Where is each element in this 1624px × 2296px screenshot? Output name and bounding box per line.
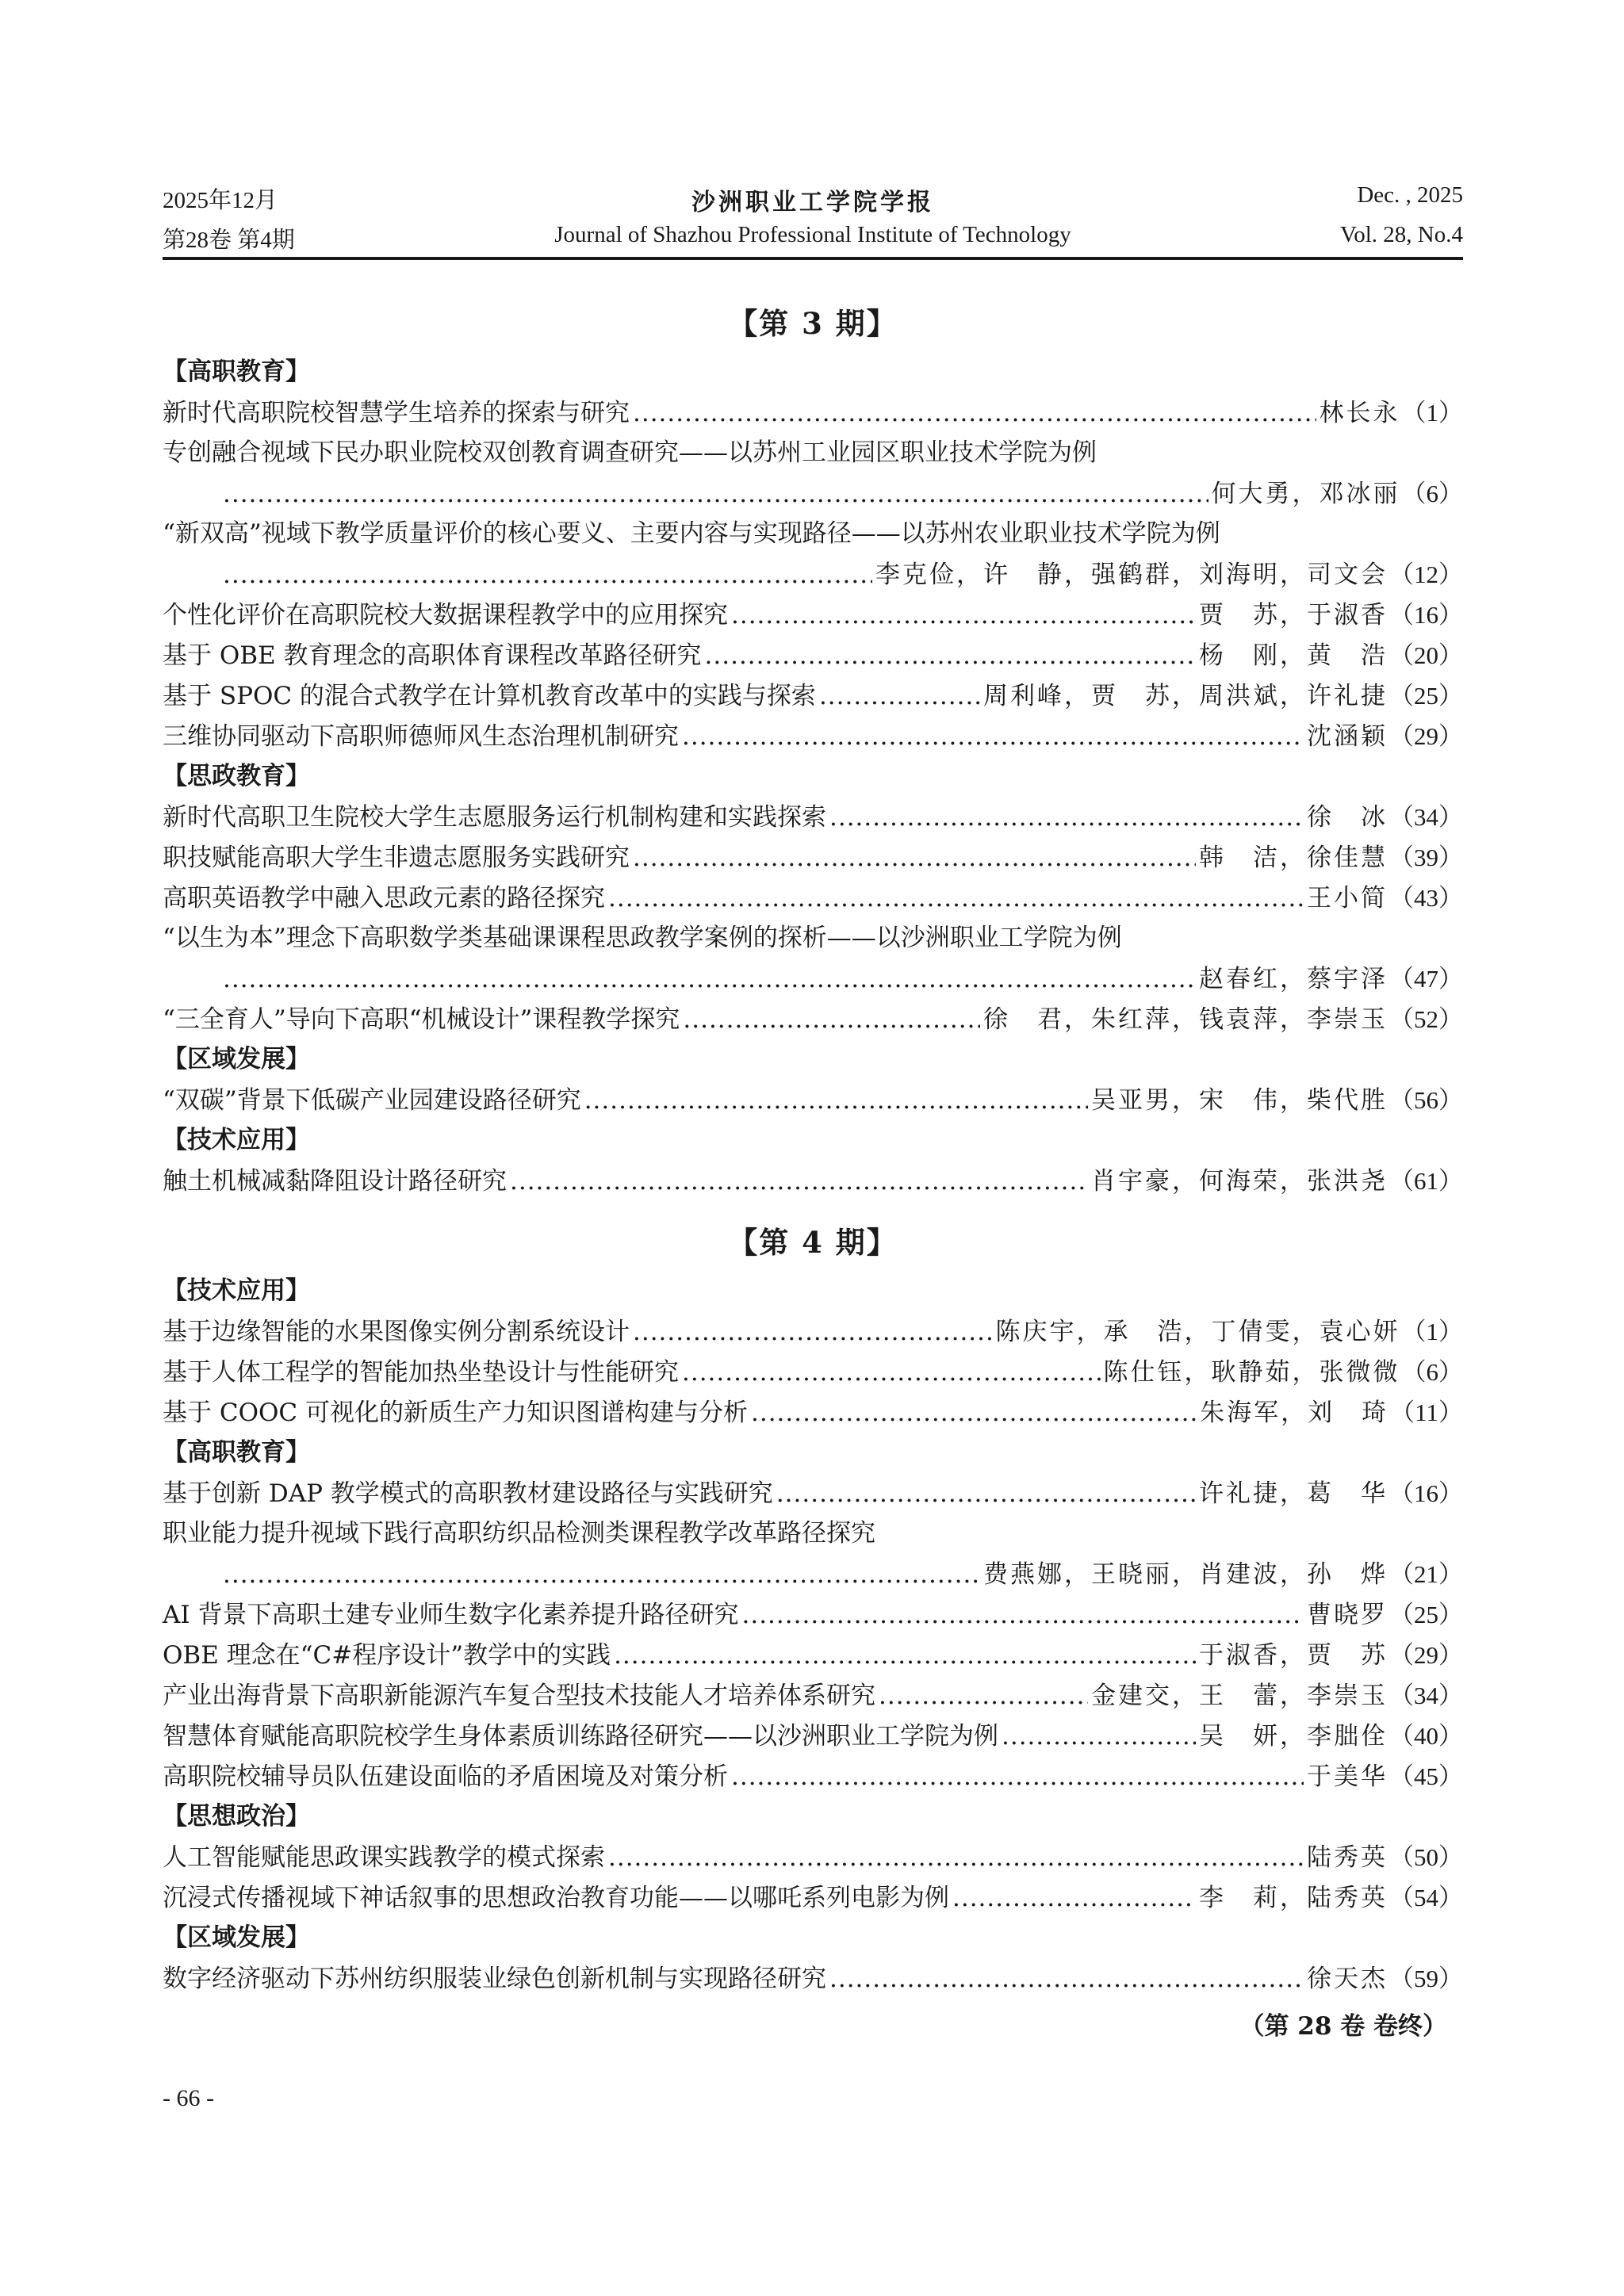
dot-leader <box>731 1757 1304 1797</box>
toc-entry <box>163 1554 1463 1594</box>
toc-entry <box>163 999 1463 1039</box>
entry-title: OBE 理念在“C#程序设计”教学中的实践 <box>163 1641 611 1670</box>
entry-title: 基于 SPOC 的混合式教学在计算机教育改革中的实践与探索 <box>163 682 816 710</box>
entry-title: 沉浸式传播视域下神话叙事的思想政治教育功能——以哪吒系列电影为例 <box>163 1884 949 1912</box>
toc-entry <box>163 1756 1463 1797</box>
toc-entry <box>163 1161 1463 1201</box>
toc-entry <box>163 959 1463 999</box>
section-heading: 【思想政治】 <box>163 1802 310 1831</box>
toc-entry <box>163 554 1463 595</box>
entry-title: 基于 COOC 可视化的新质生产力知识图谱构建与分析 <box>163 1399 748 1427</box>
entry-title: 三维协同驱动下高职师德师风生态治理机制研究 <box>163 722 679 751</box>
header-date-cn: 2025年12月 <box>163 188 278 213</box>
entry-page: （29） <box>1389 1641 1463 1669</box>
toc-entry <box>163 1352 1463 1392</box>
dot-leader <box>879 1676 1088 1716</box>
entry-page: （1） <box>1401 1318 1463 1345</box>
dot-leader <box>633 838 1196 878</box>
entry-page: （16） <box>1389 601 1463 629</box>
toc-entry <box>163 1080 1463 1120</box>
toc-entry <box>163 1635 1463 1675</box>
dot-leader <box>819 676 980 717</box>
section-heading: 【技术应用】 <box>163 1276 310 1305</box>
entry-title: 新时代高职院校智慧学生培养的探索与研究 <box>163 399 630 427</box>
dot-leader <box>510 1161 1088 1202</box>
entry-authors: 陈庆宇，承 浩，丁倩雯，袁心妍 <box>995 1318 1400 1346</box>
entry-page: （12） <box>1389 561 1463 588</box>
toc-entry <box>163 1837 1463 1877</box>
entry-authors: 何大勇，邓冰丽 <box>1211 480 1400 508</box>
issue-3-heading: 【第 3 期】 <box>728 306 898 341</box>
dot-leader <box>731 595 1196 636</box>
dot-leader <box>584 1081 1088 1121</box>
entry-page: （29） <box>1389 722 1463 750</box>
toc-entry <box>163 797 1463 837</box>
entry-page: （20） <box>1389 641 1463 669</box>
entry-page: （34） <box>1389 1682 1463 1709</box>
entry-title: 人工智能赋能思政课实践教学的模式探索 <box>163 1843 605 1872</box>
annual-index <box>163 295 1463 2051</box>
entry-page: （52） <box>1389 1005 1463 1033</box>
toc-entry <box>163 392 1463 433</box>
entry-authors: 于美华 <box>1307 1762 1388 1791</box>
toc-entry <box>163 1675 1463 1716</box>
header-journal-cn: 沙洲职业工学院学报 <box>691 189 934 216</box>
entry-page: （6） <box>1401 480 1463 507</box>
entry-page: （34） <box>1389 803 1463 831</box>
entry-authors: 徐 冰 <box>1307 803 1388 832</box>
entry-page: （25） <box>1389 682 1463 710</box>
dot-leader <box>1002 1716 1196 1757</box>
entry-page: （47） <box>1389 965 1463 993</box>
entry-page: （56） <box>1389 1086 1463 1114</box>
header-rule <box>163 257 1463 260</box>
dot-leader <box>223 555 872 595</box>
toc-entry <box>163 635 1463 675</box>
entry-authors: 李 莉，陆秀英 <box>1199 1884 1388 1912</box>
dot-leader <box>829 1959 1304 1999</box>
entry-authors: 吴亚男，宋 伟，柴代胜 <box>1091 1086 1388 1115</box>
entry-title: 触土机械减黏降阻设计路径研究 <box>163 1167 507 1196</box>
toc-entry <box>163 595 1463 635</box>
entry-authors: 徐天杰 <box>1307 1965 1388 1993</box>
entry-title: 智慧体育赋能高职院校学生身体素质训练路径研究——以沙洲职业工学院为例 <box>163 1722 998 1751</box>
entry-authors: 吴 妍，李朏佺 <box>1199 1722 1388 1751</box>
header-row-1 <box>163 182 1463 222</box>
entry-page: （59） <box>1389 1965 1463 1992</box>
entry-page: （1） <box>1401 399 1463 427</box>
entry-authors: 杨 刚，黄 浩 <box>1199 641 1388 670</box>
entry-authors: 许礼捷，葛 华 <box>1199 1479 1388 1508</box>
entry-page: （45） <box>1389 1762 1463 1790</box>
entry-title: 职技赋能高职大学生非遗志愿服务实践研究 <box>163 844 630 872</box>
entry-page: （39） <box>1389 844 1463 871</box>
issue-4-heading: 【第 4 期】 <box>728 1225 898 1260</box>
dot-leader <box>223 474 1208 515</box>
dot-leader <box>776 1474 1196 1514</box>
toc-entry <box>163 837 1463 878</box>
entry-authors: 沈涵颖 <box>1307 722 1388 751</box>
entry-authors: 金建交，王 蕾，李崇玉 <box>1091 1682 1388 1710</box>
entry-page: （25） <box>1389 1601 1463 1628</box>
entry-authors: 朱海军，刘 琦 <box>1200 1399 1389 1427</box>
entry-authors: 陈仕钰，耿静茹，张微微 <box>1103 1358 1400 1387</box>
section-heading: 【技术应用】 <box>163 1126 310 1154</box>
dot-leader <box>742 1595 1304 1636</box>
dot-leader <box>608 1838 1304 1878</box>
toc-entry <box>163 1594 1463 1635</box>
entry-title: 高职英语教学中融入思政元素的路径探究 <box>163 884 605 913</box>
entry-page: （11） <box>1390 1399 1463 1426</box>
entry-title: 新时代高职卫生院校大学生志愿服务运行机制构建和实践探索 <box>163 803 826 832</box>
running-header <box>163 182 1463 262</box>
toc-entry <box>163 675 1463 716</box>
entry-title: 职业能力提升视域下践行高职纺织品检测类课程教学改革路径探究 <box>163 1519 875 1548</box>
entry-page: （16） <box>1389 1479 1463 1507</box>
dot-leader <box>633 393 1316 434</box>
entry-title: “新双高”视域下教学质量评价的核心要义、主要内容与实现路径——以苏州农业职业技术学院为例 <box>163 519 1220 548</box>
section-heading: 【区域发展】 <box>163 1045 310 1073</box>
entry-authors: 周利峰，贾 苏，周洪斌，许礼捷 <box>983 682 1388 710</box>
entry-title: 基于边缘智能的水果图像实例分割系统设计 <box>163 1318 630 1346</box>
entry-title: “以生为本”理念下高职数学类基础课课程思政教学案例的探析——以沙洲职业工学院为例 <box>163 924 1122 952</box>
dot-leader <box>223 959 1196 1000</box>
section-heading: 【高职教育】 <box>163 1438 310 1467</box>
entry-page: （61） <box>1389 1167 1463 1195</box>
dot-leader <box>682 1353 1101 1393</box>
section-heading: 【区域发展】 <box>163 1923 310 1952</box>
entry-authors: 赵春红，蔡宇泽 <box>1199 965 1388 993</box>
toc-entry <box>163 716 1463 756</box>
toc-entry <box>163 473 1463 514</box>
entry-authors: 肖宇豪，何海荣，张洪尧 <box>1091 1167 1388 1196</box>
header-date-en: Dec. , 2025 <box>1357 182 1463 208</box>
volume-end-note: （第 28 卷 卷终） <box>1239 2012 1447 2041</box>
section-heading: 【思政教育】 <box>163 762 310 790</box>
entry-title: 产业出海背景下高职新能源汽车复合型技术技能人才培养体系研究 <box>163 1682 875 1710</box>
entry-authors: 徐 君，朱红萍，钱袁萍，李崇玉 <box>983 1005 1388 1034</box>
entry-title: 基于人体工程学的智能加热坐垫设计与性能研究 <box>163 1358 679 1387</box>
entry-title: 专创融合视域下民办职业院校双创教育调查研究——以苏州工业园区职业技术学院为例 <box>163 438 1097 467</box>
entry-title: “三全育人”导向下高职“机械设计”课程教学探究 <box>163 1005 680 1034</box>
entry-title: 高职院校辅导员队伍建设面临的矛盾困境及对策分析 <box>163 1762 728 1791</box>
entry-authors: 林长永 <box>1319 399 1400 427</box>
entry-authors: 王小简 <box>1307 884 1388 913</box>
header-journal-en: Journal of Shazhou Professional Institute of Technology <box>554 222 1071 247</box>
dot-leader <box>705 636 1196 676</box>
entry-page: （40） <box>1389 1722 1463 1750</box>
toc-entry <box>163 1716 1463 1756</box>
header-volume-en: Vol. 28, No.4 <box>1340 222 1463 247</box>
entry-authors: 曹晓罗 <box>1307 1601 1388 1629</box>
header-volume-cn: 第28卷 第4期 <box>163 228 295 253</box>
entry-title: 基于创新 DAP 教学模式的高职教材建设路径与实践研究 <box>163 1479 773 1508</box>
entry-page: （43） <box>1389 884 1463 912</box>
dot-leader <box>751 1393 1197 1433</box>
toc-entry <box>163 1877 1463 1918</box>
toc-entry <box>163 1311 1463 1352</box>
dot-leader <box>608 878 1304 919</box>
entry-authors: 于淑香，贾 苏 <box>1199 1641 1388 1670</box>
dot-leader <box>682 717 1304 757</box>
entry-authors: 韩 洁，徐佳慧 <box>1199 844 1388 872</box>
header-row-2 <box>163 222 1463 262</box>
entry-page: （50） <box>1389 1843 1463 1871</box>
entry-title: AI 背景下高职土建专业师生数字化素养提升路径研究 <box>163 1601 739 1629</box>
section-heading: 【高职教育】 <box>163 358 310 386</box>
toc-entry <box>163 1392 1463 1433</box>
toc-entry <box>163 878 1463 918</box>
toc-entry <box>163 1473 1463 1513</box>
dot-leader <box>683 1000 980 1040</box>
entry-page: （6） <box>1401 1358 1463 1386</box>
page-number: - 66 - <box>163 2085 214 2111</box>
entry-title: “双碳”背景下低碳产业园建设路径研究 <box>163 1086 581 1115</box>
entry-authors: 陆秀英 <box>1307 1843 1388 1872</box>
dot-leader <box>829 798 1304 838</box>
entry-authors: 李克俭，许 静，强鹤群，刘海明，司文会 <box>875 561 1388 589</box>
entry-authors: 贾 苏，于淑香 <box>1199 601 1388 629</box>
dot-leader <box>223 1555 980 1595</box>
entry-title: 基于 OBE 教育理念的高职体育课程改革路径研究 <box>163 641 702 670</box>
dot-leader <box>633 1312 993 1353</box>
dot-leader <box>614 1636 1196 1676</box>
entry-authors: 费燕娜，王晓丽，肖建波，孙 烨 <box>983 1560 1388 1589</box>
entry-title: 数字经济驱动下苏州纺织服装业绿色创新机制与实现路径研究 <box>163 1965 826 1993</box>
toc-entry <box>163 1958 1463 1999</box>
dot-leader <box>952 1878 1196 1919</box>
entry-page: （21） <box>1389 1560 1463 1588</box>
entry-title: 个性化评价在高职院校大数据课程教学中的应用探究 <box>163 601 728 629</box>
entry-page: （54） <box>1389 1884 1463 1911</box>
